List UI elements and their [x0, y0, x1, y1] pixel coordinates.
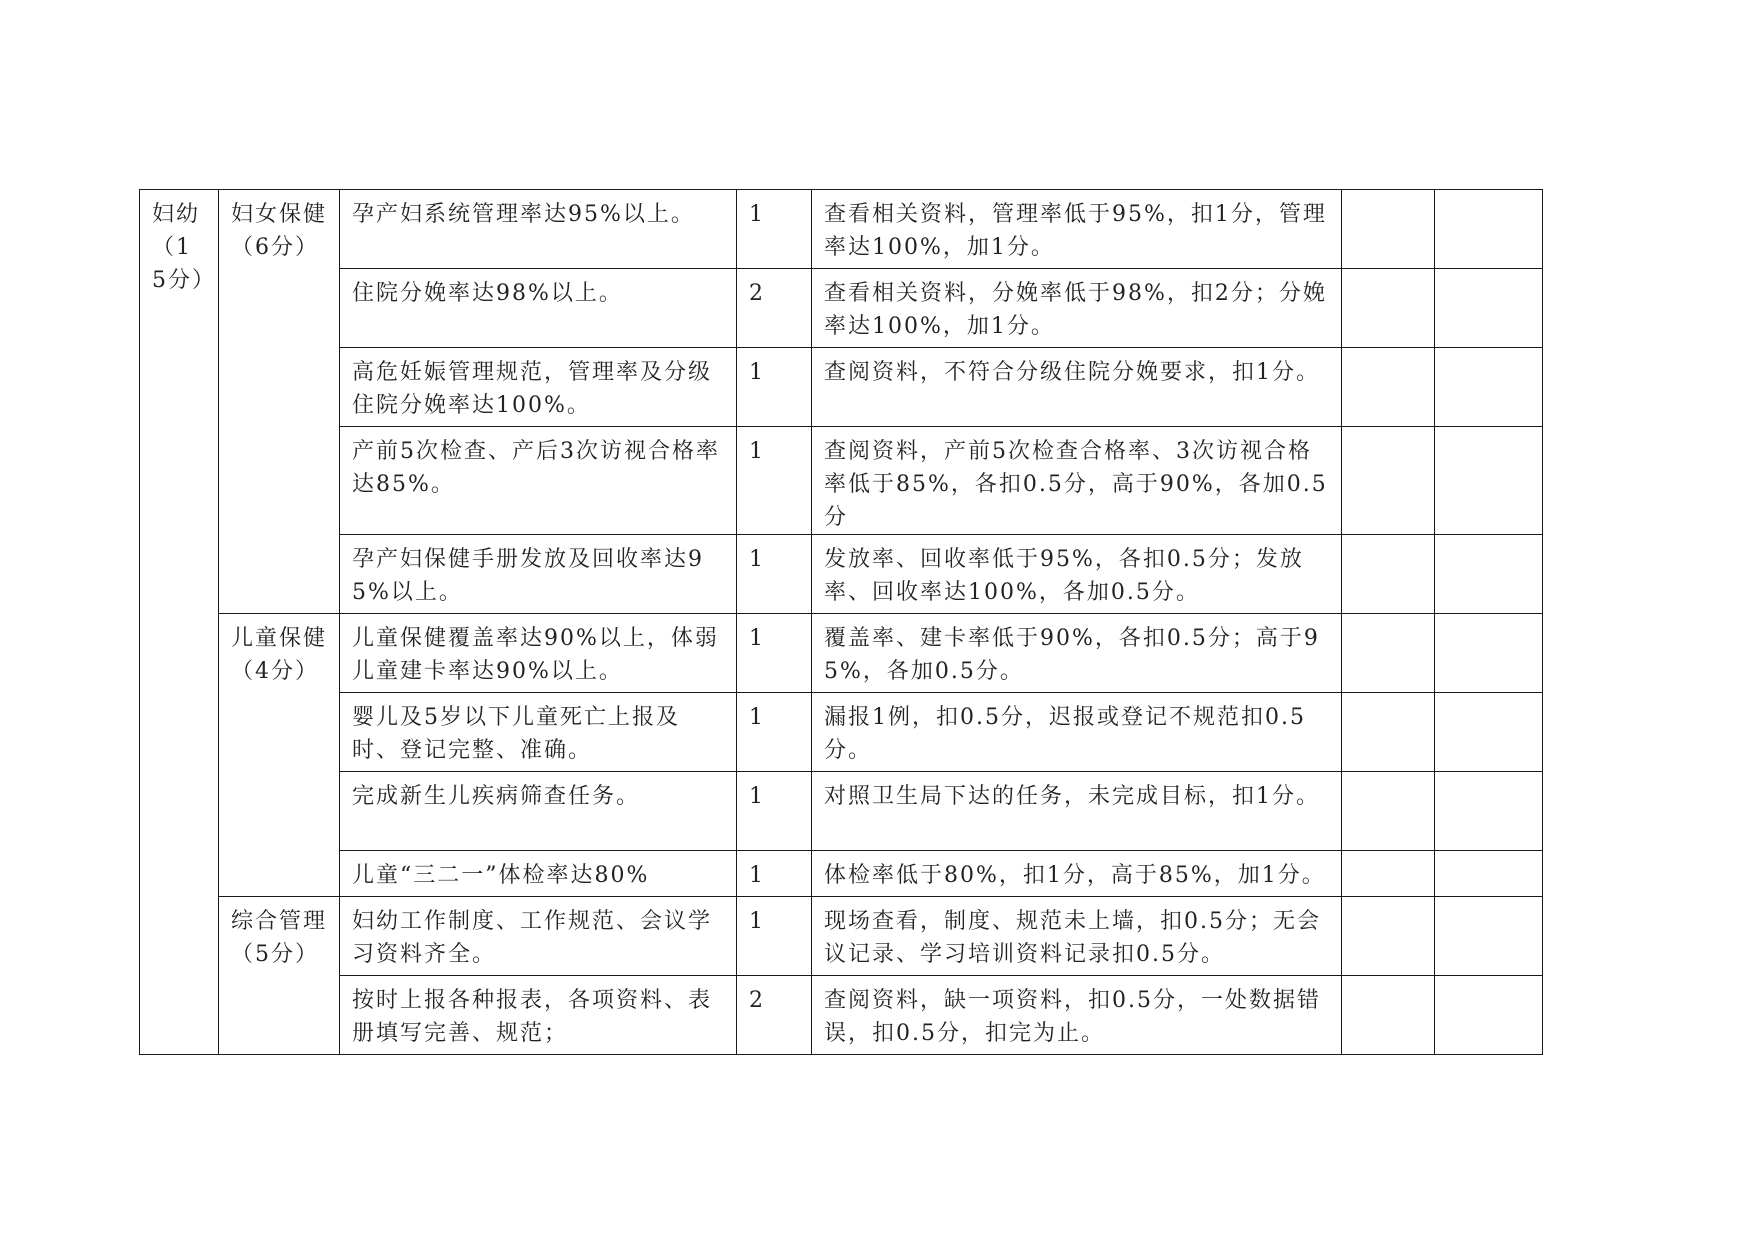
method-cell: 查阅资料，不符合分级住院分娩要求，扣1分。 — [812, 348, 1342, 427]
standard-cell: 婴儿及5岁以下儿童死亡上报及时、登记完整、准确。 — [340, 693, 737, 772]
table-row — [140, 693, 1543, 772]
method-cell: 覆盖率、建卡率低于90%，各扣0.5分；高于95%，各加0.5分。 — [812, 614, 1342, 693]
table-row — [140, 897, 1543, 976]
table-row — [140, 851, 1543, 897]
table-row — [140, 535, 1543, 614]
standard-cell: 妇幼工作制度、工作规范、会议学习资料齐全。 — [340, 897, 737, 976]
self-score-cell — [1342, 190, 1435, 269]
standard-cell: 完成新生儿疾病筛查任务。 — [340, 772, 737, 851]
standard-cell: 儿童“三二一”体检率达80% — [340, 851, 737, 897]
self-score-cell — [1342, 269, 1435, 348]
section-cell: 妇女保健（6分） — [219, 190, 340, 614]
method-cell: 对照卫生局下达的任务，未完成目标，扣1分。 — [812, 772, 1342, 851]
table-row — [140, 614, 1543, 693]
score-cell: 1 — [737, 427, 812, 535]
check-score-cell — [1435, 897, 1543, 976]
score-cell: 1 — [737, 772, 812, 851]
method-cell: 查阅资料，缺一项资料，扣0.5分，一处数据错误，扣0.5分，扣完为止。 — [812, 976, 1342, 1055]
table-row — [140, 976, 1543, 1055]
table-row — [140, 269, 1543, 348]
self-score-cell — [1342, 897, 1435, 976]
method-cell: 现场查看，制度、规范未上墙，扣0.5分；无会议记录、学习培训资料记录扣0.5分。 — [812, 897, 1342, 976]
method-cell: 发放率、回收率低于95%，各扣0.5分；发放率、回收率达100%，各加0.5分。 — [812, 535, 1342, 614]
table-row — [140, 190, 1543, 269]
check-score-cell — [1435, 772, 1543, 851]
score-cell: 2 — [737, 269, 812, 348]
method-cell: 漏报1例，扣0.5分，迟报或登记不规范扣0.5分。 — [812, 693, 1342, 772]
standard-cell: 孕产妇保健手册发放及回收率达95%以上。 — [340, 535, 737, 614]
check-score-cell — [1435, 614, 1543, 693]
section-cell: 儿童保健（4分） — [219, 614, 340, 897]
category-cell: 妇幼（15分） — [140, 190, 219, 1055]
score-cell: 1 — [737, 190, 812, 269]
table-row — [140, 427, 1543, 535]
check-score-cell — [1435, 348, 1543, 427]
section-cell: 综合管理（5分） — [219, 897, 340, 1055]
table-row — [140, 348, 1543, 427]
check-score-cell — [1435, 190, 1543, 269]
standard-cell: 住院分娩率达98%以上。 — [340, 269, 737, 348]
standard-cell: 孕产妇系统管理率达95%以上。 — [340, 190, 737, 269]
score-cell: 1 — [737, 348, 812, 427]
self-score-cell — [1342, 535, 1435, 614]
method-cell: 查看相关资料，分娩率低于98%，扣2分；分娩率达100%，加1分。 — [812, 269, 1342, 348]
check-score-cell — [1435, 851, 1543, 897]
score-cell: 1 — [737, 897, 812, 976]
method-cell: 查阅资料，产前5次检查合格率、3次访视合格率低于85%，各扣0.5分，高于90%，各加0.5分 — [812, 427, 1342, 535]
standard-cell: 产前5次检查、产后3次访视合格率达85%。 — [340, 427, 737, 535]
check-score-cell — [1435, 976, 1543, 1055]
self-score-cell — [1342, 772, 1435, 851]
self-score-cell — [1342, 348, 1435, 427]
check-score-cell — [1435, 427, 1543, 535]
check-score-cell — [1435, 269, 1543, 348]
standard-cell: 儿童保健覆盖率达90%以上，体弱儿童建卡率达90%以上。 — [340, 614, 737, 693]
self-score-cell — [1342, 976, 1435, 1055]
score-cell: 1 — [737, 535, 812, 614]
self-score-cell — [1342, 614, 1435, 693]
score-cell: 1 — [737, 614, 812, 693]
check-score-cell — [1435, 535, 1543, 614]
standard-cell: 高危妊娠管理规范，管理率及分级住院分娩率达100%。 — [340, 348, 737, 427]
self-score-cell — [1342, 693, 1435, 772]
score-cell: 1 — [737, 693, 812, 772]
self-score-cell — [1342, 427, 1435, 535]
check-score-cell — [1435, 693, 1543, 772]
score-cell: 1 — [737, 851, 812, 897]
score-cell: 2 — [737, 976, 812, 1055]
method-cell: 体检率低于80%，扣1分，高于85%，加1分。 — [812, 851, 1342, 897]
table-row — [140, 772, 1543, 851]
method-cell: 查看相关资料，管理率低于95%，扣1分，管理率达100%，加1分。 — [812, 190, 1342, 269]
standard-cell: 按时上报各种报表，各项资料、表册填写完善、规范； — [340, 976, 737, 1055]
assessment-table — [139, 189, 1543, 1055]
self-score-cell — [1342, 851, 1435, 897]
